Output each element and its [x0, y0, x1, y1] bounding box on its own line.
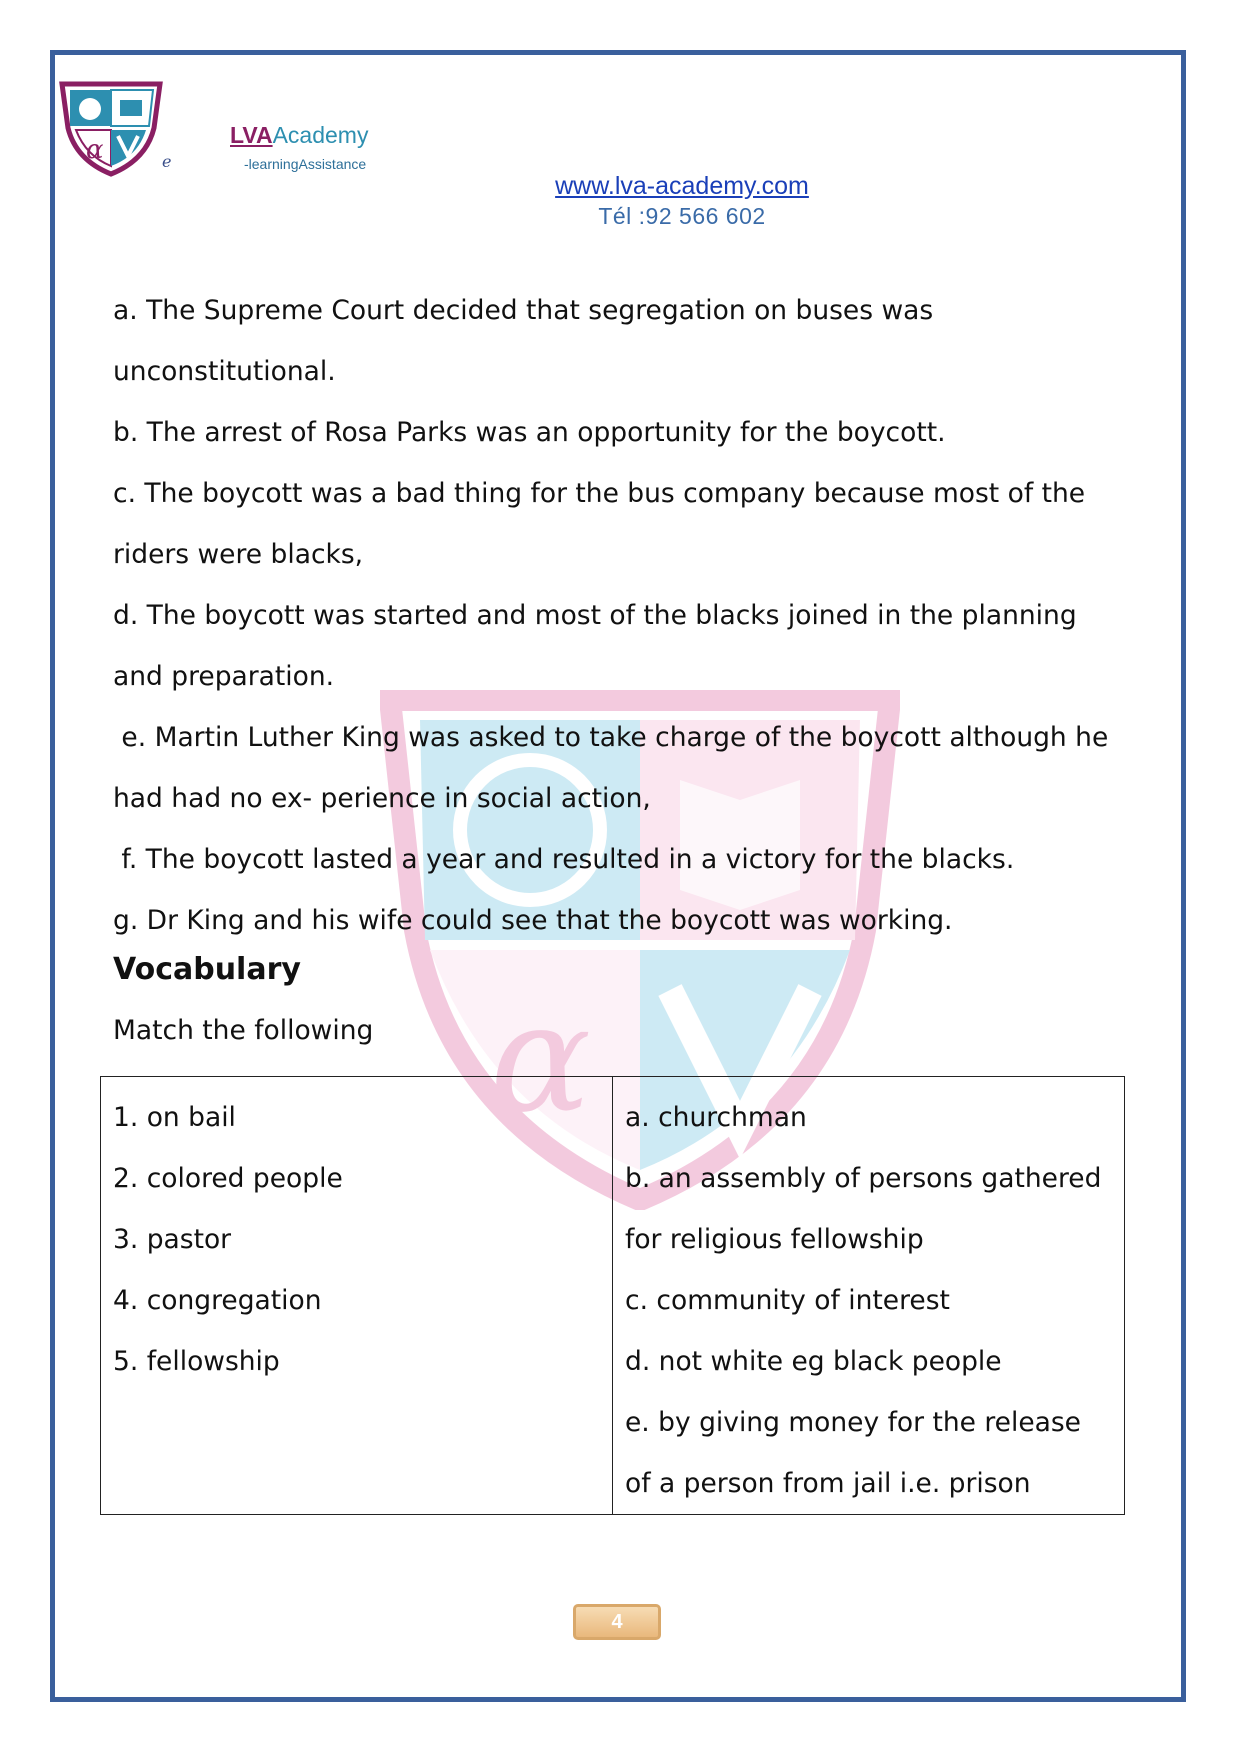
vocabulary-definition: of a person from jail i.e. prison: [625, 1468, 1031, 1499]
brand-lva: LVA: [230, 122, 273, 148]
vocabulary-terms-column: [101, 1077, 613, 1515]
vocabulary-table: [100, 1076, 1125, 1515]
statement-line: and preparation.: [113, 661, 335, 692]
vocabulary-definitions-column: [613, 1077, 1125, 1515]
vocabulary-definition: a. churchman: [625, 1102, 807, 1133]
statement-line: riders were blacks,: [113, 539, 364, 570]
statement-line: a. The Supreme Court decided that segregation on buses was: [113, 295, 934, 326]
vocabulary-instruction: Match the following: [113, 1015, 374, 1046]
brand-name: [230, 122, 368, 149]
vocabulary-heading: Vocabulary: [113, 952, 301, 987]
statements-block: [113, 280, 1133, 951]
vocabulary-term: 5. fellowship: [113, 1346, 280, 1377]
vocabulary-definition: d. not white eg black people: [625, 1346, 1002, 1377]
vocabulary-definition: for religious fellowship: [625, 1224, 924, 1255]
statement-line: d. The boycott was started and most of the blacks joined in the planning: [113, 600, 1077, 631]
statement-line: e. Martin Luther King was asked to take charge of the boycott although he: [113, 722, 1109, 753]
brand-tagline: -learningAssistance: [244, 156, 367, 172]
statement-line: f. The boycott lasted a year and resulted in a victory for the blacks.: [113, 844, 1015, 875]
statement-line: had had no ex- perience in social action,: [113, 783, 651, 814]
vocabulary-term: 1. on bail: [113, 1102, 236, 1133]
vocabulary-definition: b. an assembly of persons gathered: [625, 1163, 1102, 1194]
website-link[interactable]: www.lva-academy.com: [555, 172, 809, 200]
lva-shield-logo-icon: [56, 78, 166, 178]
page-number: 4: [573, 1604, 661, 1640]
vocabulary-term: 2. colored people: [113, 1163, 343, 1194]
svg-text:α: α: [490, 972, 592, 1146]
statement-line: g. Dr King and his wife could see that the boycott was working.: [113, 905, 953, 936]
statement-line: unconstitutional.: [113, 356, 336, 387]
phone-number: Tél :92 566 602: [598, 203, 766, 229]
vocabulary-definition: c. community of interest: [625, 1285, 950, 1316]
vocabulary-term: 4. congregation: [113, 1285, 322, 1316]
statement-line: b. The arrest of Rosa Parks was an opportunity for the boycott.: [113, 417, 946, 448]
logo-letter: e: [162, 152, 172, 171]
statement-line: c. The boycott was a bad thing for the bus company because most of the: [113, 478, 1086, 509]
vocabulary-term: 3. pastor: [113, 1224, 232, 1255]
vocabulary-definition: e. by giving money for the release: [625, 1407, 1081, 1438]
svg-text:α: α: [86, 135, 104, 165]
brand-academy: Academy: [272, 122, 369, 148]
